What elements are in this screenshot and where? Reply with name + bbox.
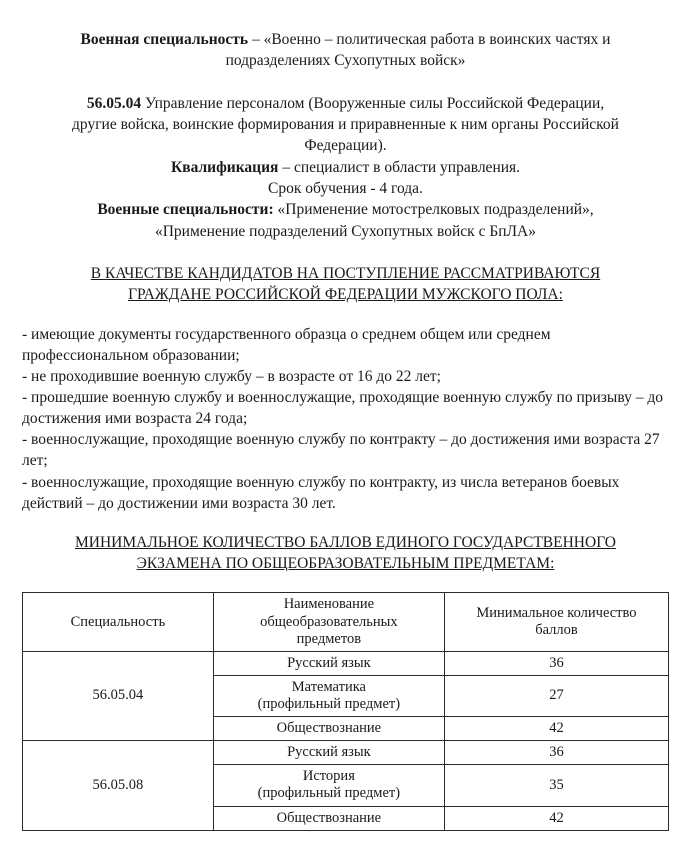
cell-subject-note: (профильный предмет) [257, 695, 401, 712]
candidate-requirements-list [22, 324, 669, 514]
list-item: - военнослужащие, проходящие военную службу по контракту, из числа ветеранов боевых действий – до достижении ими возраста 30 лет. [22, 473, 620, 512]
specialty-value-line2: подразделениях Сухопутных войск» [225, 51, 466, 69]
cell-score: 35 [444, 765, 668, 806]
qualification-value: – специалист в области управления. [278, 158, 521, 176]
cell-score: 27 [444, 675, 668, 716]
candidates-heading-line1: В КАЧЕСТВЕ КАНДИДАТОВ НА ПОСТУПЛЕНИЕ РАССМАТРИВАЮТСЯ [90, 265, 601, 283]
qualification-line [22, 157, 669, 178]
cell-subject-note: (профильный предмет) [257, 785, 401, 802]
list-item: - прошедшие военную службу и военнослужащие, проходящие военную службу по призыву – до достижения ими возраста 24 года; [22, 389, 664, 428]
specialty-dash: – [248, 31, 264, 48]
specialty-value-line1: «Военно – политическая работа в воинских частях и [263, 31, 611, 48]
military-specialties-label: Военные специальности: [97, 201, 274, 219]
military-specialties-line2: «Применение подразделений Сухопутных войск с БпЛА» [154, 222, 536, 240]
military-specialties-line1: «Применение мотострелковых подразделений», [273, 201, 594, 219]
candidates-heading-line2: ГРАЖДАНЕ РОССИЙСКОЙ ФЕДЕРАЦИИ МУЖСКОГО ПОЛА: [128, 286, 563, 304]
header-score-line1: Минимальное количество [476, 604, 637, 621]
specialty-block [22, 30, 669, 72]
ege-scores-table [22, 592, 669, 830]
program-title-line1: Управление персоналом (Вооруженные силы Российской Федерации, [141, 94, 605, 112]
cell-subject-name: Математика [291, 678, 366, 695]
table-row [23, 741, 669, 765]
cell-subject [213, 675, 444, 716]
list-item: - не проходившие военную службу – в возрасте от 16 до 22 лет; [22, 368, 441, 386]
cell-subject [213, 765, 444, 806]
ege-heading-line2: ЭКЗАМЕНА ПО ОБЩЕОБРАЗОВАТЕЛЬНЫМ ПРЕДМЕТАМ: [136, 555, 555, 573]
cell-subject: Русский язык [213, 741, 444, 765]
cell-subject: Обществознание [213, 806, 444, 830]
cell-subject-name: История [302, 768, 355, 785]
cell-subject: Русский язык [213, 651, 444, 675]
ege-heading [22, 532, 669, 575]
specialty-label: Военная специальность [80, 31, 249, 48]
program-code: 56.05.04 [86, 94, 142, 112]
cell-specialty: 56.05.04 [23, 651, 214, 740]
header-score-line2: баллов [535, 622, 578, 639]
header-score [444, 593, 668, 651]
ege-heading-line1: МИНИМАЛЬНОЕ КОЛИЧЕСТВО БАЛЛОВ ЕДИНОГО ГОСУДАРСТВЕННОГО [75, 533, 616, 551]
duration-line: Срок обучения - 4 года. [268, 179, 423, 197]
program-block [22, 94, 669, 157]
header-subject [213, 593, 444, 651]
qualification-label: Квалификация [170, 158, 279, 176]
list-item: - имеющие документы государственного образца о среднем общем или среднем профессиональном образовании; [22, 325, 551, 365]
header-specialty: Специальность [23, 593, 214, 651]
program-title-line3: Федерации). [304, 136, 387, 154]
military-specialties-block [22, 199, 669, 242]
table-row [23, 651, 669, 675]
header-subject-line3: предметов [296, 630, 362, 647]
cell-specialty: 56.05.08 [23, 741, 214, 830]
cell-score: 42 [444, 717, 668, 741]
header-subject-line1: Наименование [283, 596, 375, 613]
cell-score: 36 [444, 741, 668, 765]
cell-subject: Обществознание [213, 717, 444, 741]
program-title-line2: другие войска, воинские формирования и приравненные к ним органы Российской [72, 115, 619, 133]
candidates-heading [22, 264, 669, 306]
table-header-row [23, 593, 669, 651]
header-subject-line2: общеобразовательных [260, 613, 398, 630]
cell-score: 42 [444, 806, 668, 830]
cell-score: 36 [444, 651, 668, 675]
list-item: - военнослужащие, проходящие военную службу по контракту – до достижения ими возраста 27 лет; [22, 431, 660, 470]
